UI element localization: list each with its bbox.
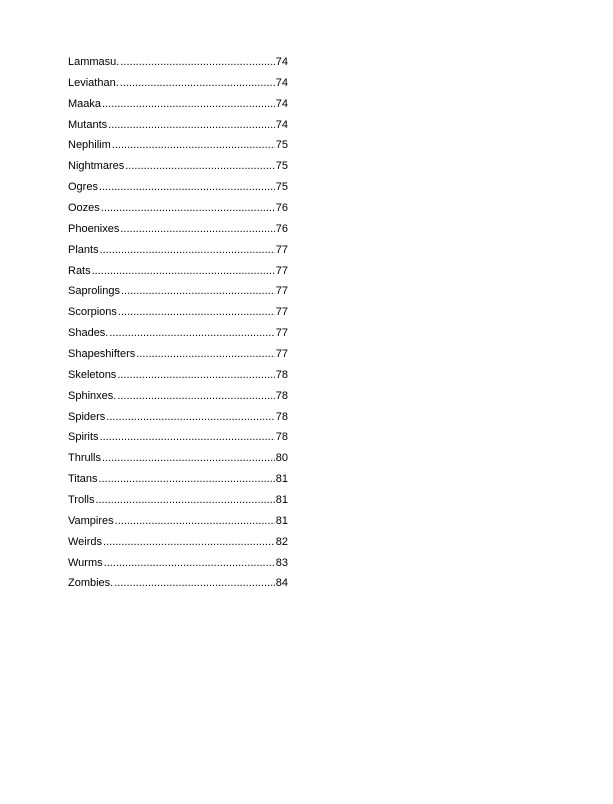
toc-entry-title: Weirds <box>68 535 103 548</box>
toc-entry-page: 75 <box>275 181 288 194</box>
toc-dot-leader <box>125 156 275 177</box>
toc-dot-leader <box>102 448 275 469</box>
toc-entry-page: 75 <box>275 139 288 152</box>
toc-entry[interactable] <box>68 219 288 240</box>
toc-entry-title: Scorpions <box>68 306 117 319</box>
toc-entry[interactable] <box>68 261 288 282</box>
toc-entry-title: Thrulls <box>68 452 102 465</box>
toc-dot-leader <box>112 135 275 156</box>
toc-entry-page: 74 <box>275 56 288 68</box>
toc-entry-title: Nephilim <box>68 139 111 152</box>
toc-entry-page: 74 <box>275 118 288 131</box>
toc-entry[interactable] <box>68 448 288 469</box>
toc-dot-leader <box>136 344 274 365</box>
toc-dot-leader <box>120 52 274 73</box>
toc-entry-page: 81 <box>275 473 288 486</box>
toc-dot-leader <box>114 573 275 594</box>
toc-entry-title: Vampires <box>68 514 114 527</box>
toc-entry-page: 74 <box>275 76 288 89</box>
toc-dot-leader <box>99 177 275 198</box>
toc-entry-title: Trolls <box>68 494 95 507</box>
toc-entry-title: Oozes <box>68 202 100 215</box>
toc-entry-title: Titans <box>68 473 98 486</box>
toc-entry-page: 78 <box>275 368 288 381</box>
toc-entry[interactable] <box>68 240 288 261</box>
toc-dot-leader <box>95 490 274 511</box>
toc-dot-leader <box>104 553 275 574</box>
toc-entry[interactable] <box>68 553 288 574</box>
toc-dot-leader <box>120 73 275 94</box>
toc-dot-leader <box>102 94 275 115</box>
toc-entry-title: Spiders <box>68 410 106 423</box>
toc-dot-leader <box>101 198 275 219</box>
toc-dot-leader <box>100 240 275 261</box>
toc-entry-page: 81 <box>275 514 288 527</box>
toc-entry-page: 75 <box>275 160 288 173</box>
toc-entry-page: 82 <box>275 535 288 548</box>
toc-entry[interactable] <box>68 532 288 553</box>
table-of-contents <box>68 52 288 594</box>
toc-entry[interactable] <box>68 407 288 428</box>
toc-dot-leader <box>100 427 275 448</box>
toc-entry[interactable] <box>68 365 288 386</box>
toc-entry[interactable] <box>68 177 288 198</box>
toc-entry-page: 76 <box>275 222 288 235</box>
toc-entry-title: Spirits <box>68 431 99 444</box>
toc-dot-leader <box>99 469 275 490</box>
toc-dot-leader <box>92 261 275 282</box>
toc-entry-title: Mutants <box>68 118 108 131</box>
toc-entry-title: Shades. <box>68 327 109 340</box>
toc-entry[interactable] <box>68 386 288 407</box>
toc-entry-page: 77 <box>275 306 288 319</box>
toc-entry[interactable] <box>68 281 288 302</box>
toc-entry[interactable] <box>68 323 288 344</box>
toc-entry-title: Saprolings <box>68 285 120 298</box>
toc-dot-leader <box>117 365 274 386</box>
toc-entry-page: 74 <box>275 97 288 110</box>
toc-entry-page: 78 <box>275 410 288 423</box>
toc-entry-title: Lammasu. <box>68 56 120 68</box>
toc-dot-leader <box>108 115 275 136</box>
toc-entry-page: 80 <box>275 452 288 465</box>
toc-dot-leader <box>121 281 275 302</box>
toc-entry[interactable] <box>68 156 288 177</box>
toc-entry-page: 83 <box>275 556 288 569</box>
toc-dot-leader <box>115 511 275 532</box>
toc-entry[interactable] <box>68 573 288 594</box>
toc-entry[interactable] <box>68 115 288 136</box>
toc-entry-title: Shapeshifters <box>68 348 136 361</box>
toc-entry-title: Zombies. <box>68 577 114 590</box>
toc-entry-page: 77 <box>275 264 288 277</box>
toc-entry-page: 77 <box>275 348 288 361</box>
toc-dot-leader <box>120 219 274 240</box>
toc-entry-title: Leviathan. <box>68 76 119 89</box>
toc-entry[interactable] <box>68 52 288 73</box>
toc-dot-leader <box>109 323 274 344</box>
toc-entry-page: 77 <box>275 285 288 298</box>
toc-entry-title: Sphinxes. <box>68 389 117 402</box>
toc-entry-page: 76 <box>275 202 288 215</box>
toc-dot-leader <box>117 386 274 407</box>
toc-entry-title: Rats <box>68 264 91 277</box>
toc-entry-page: 78 <box>275 431 288 444</box>
toc-entry-page: 81 <box>275 494 288 507</box>
toc-dot-leader <box>118 302 275 323</box>
toc-dot-leader <box>106 407 274 428</box>
toc-entry[interactable] <box>68 469 288 490</box>
toc-entry-title: Ogres <box>68 181 98 194</box>
toc-entry[interactable] <box>68 490 288 511</box>
toc-entry[interactable] <box>68 427 288 448</box>
toc-entry-title: Plants <box>68 243 99 256</box>
toc-entry[interactable] <box>68 302 288 323</box>
toc-entry-page: 78 <box>275 389 288 402</box>
toc-entry-title: Nightmares <box>68 160 125 173</box>
toc-entry-title: Wurms <box>68 556 103 569</box>
toc-dot-leader <box>103 532 275 553</box>
toc-entry-title: Maaka <box>68 97 102 110</box>
toc-entry[interactable] <box>68 94 288 115</box>
toc-entry[interactable] <box>68 344 288 365</box>
toc-entry-page: 77 <box>275 327 288 340</box>
toc-entry[interactable] <box>68 511 288 532</box>
toc-entry[interactable] <box>68 198 288 219</box>
toc-entry-page: 77 <box>275 243 288 256</box>
toc-entry[interactable] <box>68 73 288 94</box>
toc-entry[interactable] <box>68 135 288 156</box>
toc-entry-title: Skeletons <box>68 368 117 381</box>
toc-entry-page: 84 <box>275 577 288 590</box>
toc-entry-title: Phoenixes <box>68 222 120 235</box>
